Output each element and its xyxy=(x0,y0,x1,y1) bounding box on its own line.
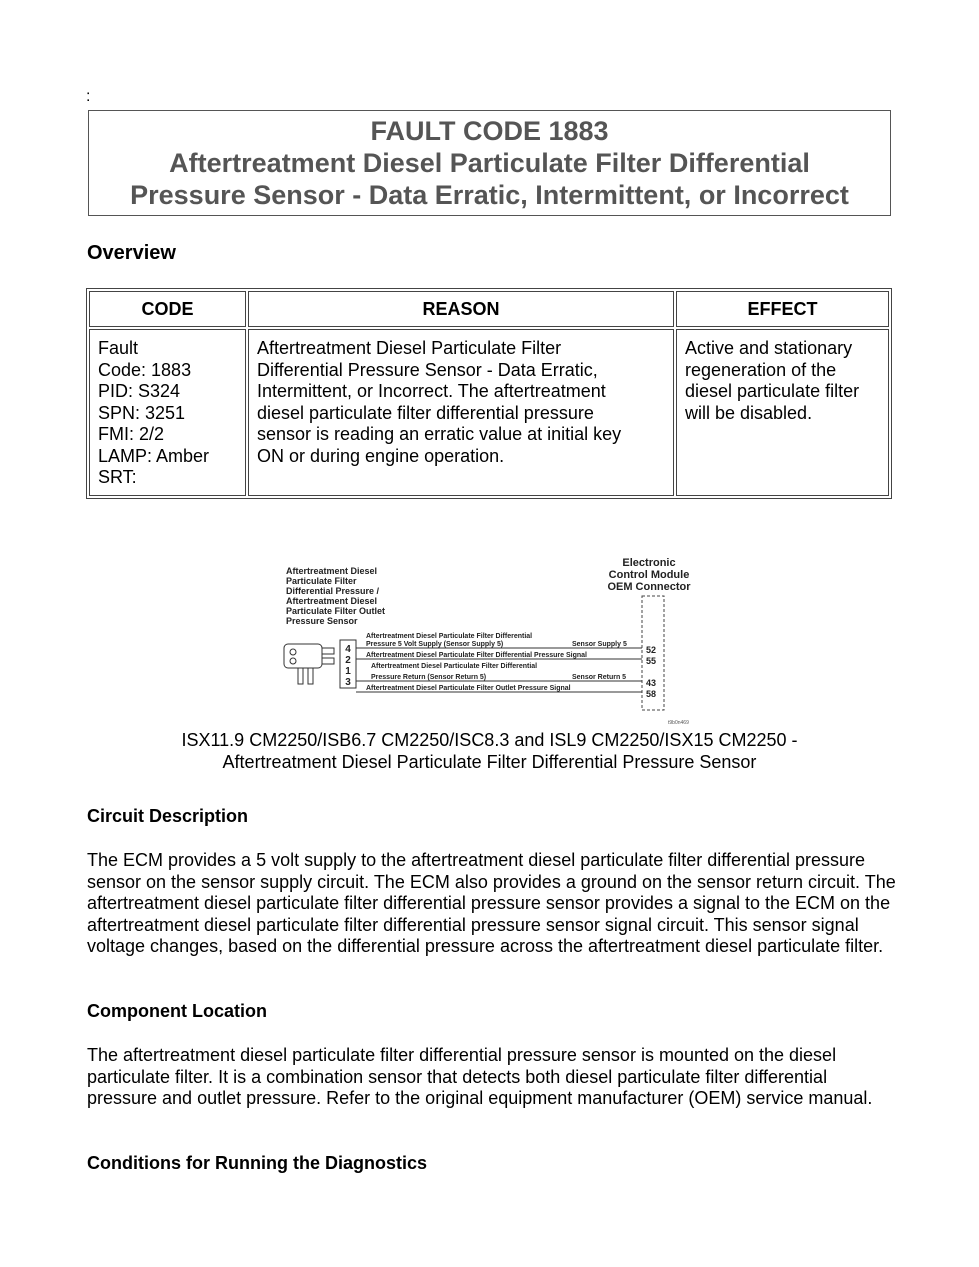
sensor-pin: 2 xyxy=(345,655,351,666)
fault-code-title: FAULT CODE 1883 xyxy=(370,116,609,146)
header-effect: EFFECT xyxy=(676,291,889,327)
figure-id: t9b0n469 xyxy=(668,720,689,726)
fault-title-line-3: Pressure Sensor - Data Erratic, Intermittent, or Incorrect xyxy=(130,180,849,210)
ecm-label-line: OEM Connector xyxy=(607,581,691,593)
effect-cell: Active and stationary regeneration of the diesel particulate filter will be disabled. xyxy=(676,329,889,496)
wire-label: Aftertreatment Diesel Particulate Filter Differential xyxy=(366,633,533,640)
wire-label: Sensor Return 5 xyxy=(572,674,627,681)
sensor-pin: 4 xyxy=(345,644,351,655)
fault-title-line-2: Aftertreatment Diesel Particulate Filter Differential xyxy=(169,148,810,178)
ecm-pin: 55 xyxy=(646,656,657,666)
code-cell: Fault Code: 1883 PID: S324 SPN: 3251 FMI: 2/2 LAMP: Amber SRT: xyxy=(89,329,246,496)
header-code: CODE xyxy=(89,291,246,327)
component-location-text: The aftertreatment diesel particulate filter differential pressure sensor is mounted on the diesel particulate filter. It is a combination sensor that detects both diesel particulate filter differential pressure and outlet pressure. Refer to the original equipment manufacturer (OEM) service manual. xyxy=(87,1045,873,1108)
ecm-label-line: Electronic xyxy=(622,557,676,569)
conditions-heading: Conditions for Running the Diagnostics xyxy=(87,1153,427,1173)
overview-heading: Overview xyxy=(87,242,176,264)
ecm-label-line: Control Module xyxy=(608,569,690,581)
sensor-label-line: Particulate Filter Outlet xyxy=(286,606,386,616)
wire-label: Aftertreatment Diesel Particulate Filter Differential xyxy=(371,663,538,670)
page-marker: : xyxy=(86,88,91,105)
ecm-pin: 58 xyxy=(646,689,657,699)
wire-label: Sensor Supply 5 xyxy=(572,641,627,648)
sensor-pin: 1 xyxy=(345,666,351,677)
sensor-label-line: Particulate Filter xyxy=(286,576,357,586)
header-reason: REASON xyxy=(248,291,674,327)
wire-label: Aftertreatment Diesel Particulate Filter Differential Pressure Signal xyxy=(366,652,587,659)
table-header-row xyxy=(89,291,889,327)
circuit-description-heading: Circuit Description xyxy=(87,806,249,826)
circuit-description-text: The ECM provides a 5 volt supply to the aftertreatment diesel particulate filter differential pressure sensor on the sensor supply circuit. The ECM also provides a ground on the sensor return circuit. The aftertreatment diesel particulate filter differential pressure sensor provides a signal to the ECM on the aftertreatment diesel particulate filter differential pressure sensor signal circuit. This sensor signal voltage changes, based on the differential pressure across the aftertreatment diesel particulate filter. xyxy=(87,850,896,956)
sensor-label-line: Aftertreatment Diesel xyxy=(286,566,378,576)
title-box xyxy=(88,110,891,216)
wire-label: Pressure Return (Sensor Return 5) xyxy=(371,674,487,681)
caption-line-1: ISX11.9 CM2250/ISB6.7 CM2250/ISC8.3 and ISL9 CM2250/ISX15 CM2250 - xyxy=(181,730,798,750)
wire-label: Aftertreatment Diesel Particulate Filter Outlet Pressure Signal xyxy=(366,685,571,692)
wiring-diagram xyxy=(276,552,706,728)
ecm-pin: 52 xyxy=(646,645,657,655)
component-location-heading: Component Location xyxy=(87,1001,267,1021)
wire-label: Pressure 5 Volt Supply (Sensor Supply 5) xyxy=(366,641,504,648)
ecm-pin: 43 xyxy=(646,678,657,688)
figure-caption xyxy=(100,729,879,773)
sensor-label-line: Pressure Sensor xyxy=(286,616,358,626)
caption-line-2: Aftertreatment Diesel Particulate Filter Differential Pressure Sensor xyxy=(222,752,757,772)
reason-cell: Aftertreatment Diesel Particulate Filter Differential Pressure Sensor - Data Erratic, Intermittent, or Incorrect. The aftertreatment diesel particulate filter differential pressure sensor is reading an erratic value at initial key ON or during engine operation. xyxy=(248,329,674,496)
sensor-icon xyxy=(284,644,334,684)
sensor-label-line: Aftertreatment Diesel xyxy=(286,596,378,606)
table-row xyxy=(89,329,889,496)
sensor-label-line: Differential Pressure / xyxy=(286,586,380,596)
overview-table xyxy=(86,288,892,499)
sensor-pin: 3 xyxy=(345,677,351,688)
